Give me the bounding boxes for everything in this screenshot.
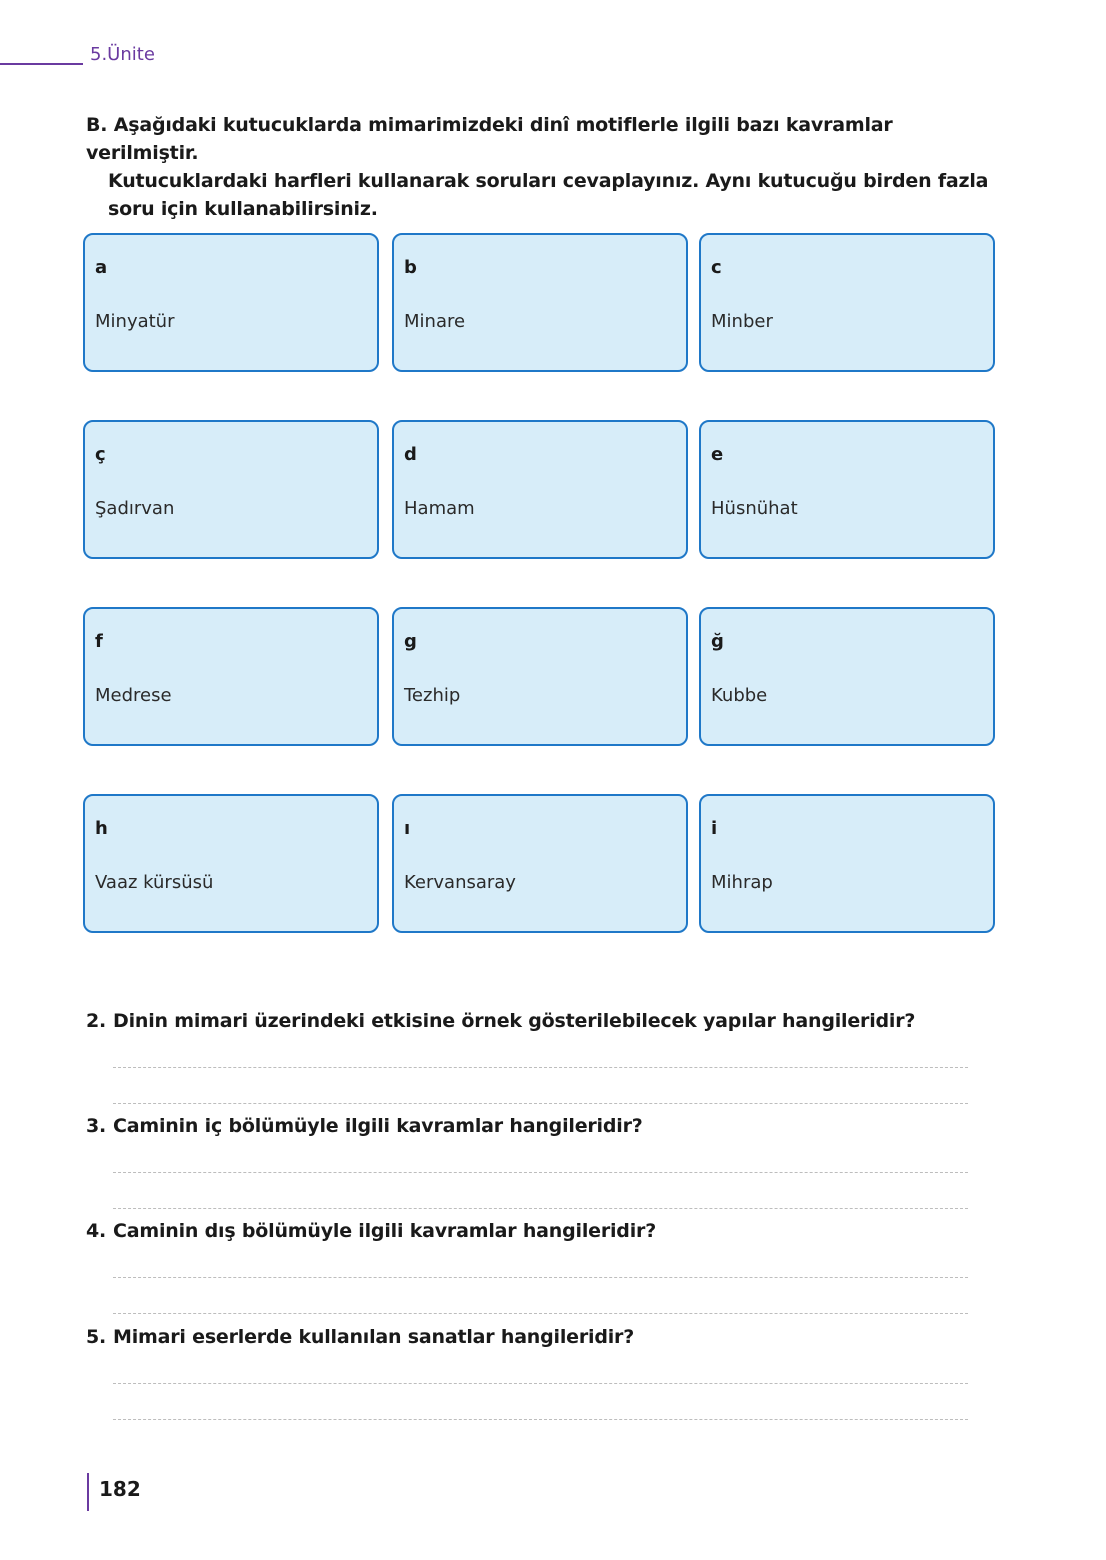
box-term: Minare <box>404 311 466 332</box>
concept-box <box>392 607 688 746</box>
box-letter: e <box>711 444 724 465</box>
box-letter: ı <box>404 818 411 839</box>
box-term: Minber <box>711 311 773 332</box>
box-term: Hamam <box>404 498 475 519</box>
question <box>86 1220 656 1242</box>
box-letter: i <box>711 818 718 839</box>
instruction-line: soru için kullanabilirsiniz. <box>108 198 378 220</box>
concept-box <box>83 607 379 746</box>
box-term: Kervansaray <box>404 872 516 893</box>
question <box>86 1010 915 1032</box>
instruction-line: B. Aşağıdaki kutucuklarda mimarimizdeki dinî motiflerle ilgili bazı kavramlar verilmiştir. <box>86 114 893 164</box>
box-term: Hüsnühat <box>711 498 798 519</box>
answer-line[interactable] <box>113 1383 968 1384</box>
question-number: 5. <box>86 1326 107 1348</box>
box-letter: b <box>404 257 417 278</box>
concept-box <box>392 233 688 372</box>
page-number-rule <box>87 1473 89 1511</box>
question <box>86 1326 634 1348</box>
box-term: Medrese <box>95 685 172 706</box>
header-rule <box>0 63 83 65</box>
box-term: Mihrap <box>711 872 773 893</box>
box-letter: ç <box>95 444 106 465</box>
question-text: Caminin dış bölümüyle ilgili kavramlar hangileridir? <box>113 1220 657 1242</box>
question-text: Mimari eserlerde kullanılan sanatlar hangileridir? <box>113 1326 635 1348</box>
box-term: Şadırvan <box>95 498 175 519</box>
concept-box <box>392 420 688 559</box>
concept-box <box>83 420 379 559</box>
concept-box <box>83 233 379 372</box>
answer-line[interactable] <box>113 1067 968 1068</box>
answer-line[interactable] <box>113 1172 968 1173</box>
box-term: Tezhip <box>404 685 461 706</box>
box-letter: ğ <box>711 631 724 652</box>
question-number: 4. <box>86 1220 107 1242</box>
question-text: Dinin mimari üzerindeki etkisine örnek gösterilebilecek yapılar hangileridir? <box>113 1010 916 1032</box>
box-letter: g <box>404 631 417 652</box>
question-number: 2. <box>86 1010 107 1032</box>
instruction-text <box>86 111 1006 223</box>
box-term: Vaaz kürsüsü <box>95 872 214 893</box>
answer-line[interactable] <box>113 1419 968 1420</box>
unit-label: 5.Ünite <box>90 44 155 65</box>
question-number: 3. <box>86 1115 107 1137</box>
box-term: Minyatür <box>95 311 175 332</box>
answer-line[interactable] <box>113 1208 968 1209</box>
concept-box <box>699 233 995 372</box>
box-letter: f <box>95 631 103 652</box>
concept-box <box>392 794 688 933</box>
concept-box <box>699 794 995 933</box>
page-number: 182 <box>99 1477 141 1501</box>
concept-box <box>699 607 995 746</box>
answer-line[interactable] <box>113 1277 968 1278</box>
question-text: Caminin iç bölümüyle ilgili kavramlar hangileridir? <box>113 1115 643 1137</box>
box-letter: d <box>404 444 417 465</box>
concept-box <box>83 794 379 933</box>
box-letter: a <box>95 257 108 278</box>
concept-box <box>699 420 995 559</box>
box-letter: c <box>711 257 722 278</box>
answer-line[interactable] <box>113 1103 968 1104</box>
instruction-line: Kutucuklardaki harfleri kullanarak soruları cevaplayınız. Aynı kutucuğu birden fazla <box>108 170 989 192</box>
answer-line[interactable] <box>113 1313 968 1314</box>
question <box>86 1115 643 1137</box>
box-term: Kubbe <box>711 685 768 706</box>
box-letter: h <box>95 818 108 839</box>
